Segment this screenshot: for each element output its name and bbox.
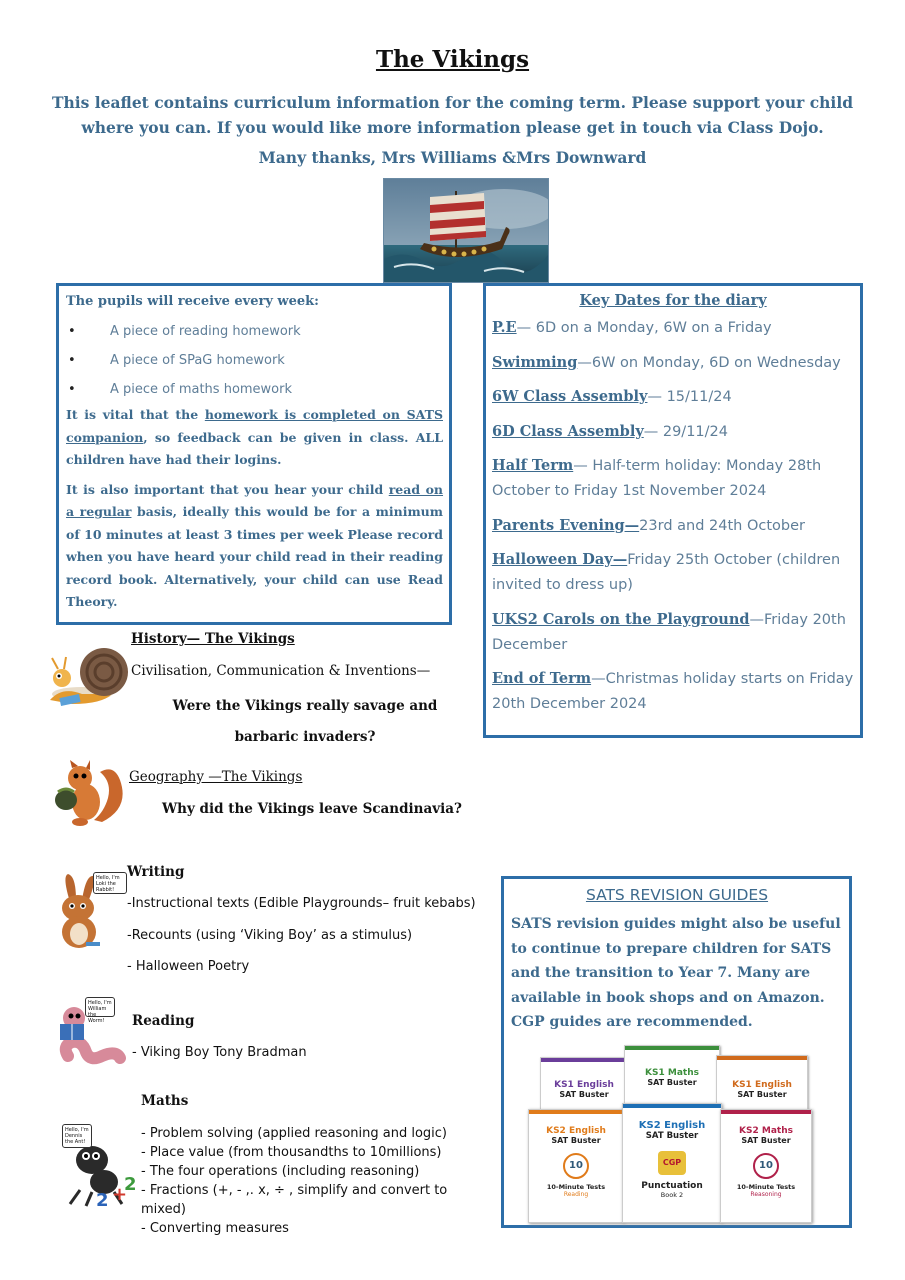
rabbit-speech-bubble: Hello, I'm Loki the Rabbit!: [93, 872, 127, 894]
svg-text:2: 2: [124, 1174, 137, 1195]
maths-list: [141, 1124, 481, 1238]
maths-item: - Place value (from thousandths to 10millions): [141, 1145, 442, 1160]
book-cover: KS1 English SAT Buster: [540, 1057, 628, 1119]
writing-heading: Writing: [127, 864, 185, 880]
book-cover: KS1 English SAT Buster: [716, 1055, 808, 1121]
key-date-item: Halloween Day—Friday 25th October (children invited to dress up): [492, 551, 841, 593]
viking-ship-image: [383, 178, 549, 283]
maths-item: - Converting measures: [141, 1221, 289, 1236]
squirrel-icon: [50, 758, 130, 828]
homework-heading: The pupils will receive every week:: [66, 294, 319, 309]
history-question: Were the Vikings really savage and barbaric invaders?: [172, 698, 438, 745]
key-date-item: 6D Class Assembly— 29/11/24: [492, 422, 728, 440]
writing-item: -Recounts (using ‘Viking Boy’ as a stimulus): [127, 928, 413, 943]
geography-heading: Geography —The Vikings: [129, 769, 303, 785]
maths-item: - Fractions (+, - ,. x, ÷ , simplify and convert to mixed): [141, 1183, 448, 1217]
maths-item: - The four operations (including reasoning): [141, 1164, 420, 1179]
reading-heading: Reading: [132, 1013, 195, 1029]
key-date-item: P.E— 6D on a Monday, 6W on a Friday: [492, 319, 772, 336]
key-dates-heading: Key Dates for the diary: [579, 292, 767, 309]
key-date-item: 6W Class Assembly— 15/11/24: [492, 388, 732, 405]
worm-speech-bubble: Hello, I'm William the Worm!: [85, 997, 115, 1017]
book-cover: KS2 English SAT Buster CGP Punctuation Book 2: [622, 1103, 722, 1223]
homework-list: [66, 317, 443, 404]
snail-icon: [42, 642, 132, 712]
sats-guides-heading: SATS REVISION GUIDES: [585, 886, 769, 904]
key-date-item: End of Term—Christmas holiday starts on Friday 20th December 2024: [492, 670, 854, 712]
homework-box: [56, 283, 452, 625]
reading-item: - Viking Boy Tony Bradman: [132, 1045, 307, 1060]
sats-books-image: [528, 1045, 818, 1223]
key-date-item: Parents Evening—23rd and 24th October: [492, 516, 805, 534]
book-cover: KS2 Maths SAT Buster 10 10-Minute Tests Reasoning: [720, 1109, 812, 1223]
history-subheading: Civilisation, Communication & Inventions—: [131, 663, 431, 679]
key-date-item: UKS2 Carols on the Playground—Friday 20th December: [492, 610, 846, 653]
svg-text:+: +: [112, 1184, 128, 1205]
ant-speech-bubble: Hello, I'm Dennis the Ant!: [62, 1124, 92, 1148]
page-title: The Vikings: [375, 46, 530, 73]
list-item: • A piece of reading homework: [68, 324, 301, 339]
book-cover: KS2 English SAT Buster 10 10-Minute Tests Reading: [528, 1109, 624, 1223]
list-item: • A piece of SPaG homework: [68, 353, 285, 368]
svg-text:2: 2: [96, 1190, 109, 1210]
sats-companion-link: homework is completed on SATS companion: [66, 407, 443, 445]
geography-question: Why did the Vikings leave Scandinavia?: [162, 801, 462, 817]
key-date-item: Swimming—6W on Monday, 6D on Wednesday: [492, 353, 841, 371]
maths-item: - Problem solving (applied reasoning and logic): [141, 1126, 447, 1141]
key-date-item: Half Term— Half-term holiday: Monday 28th October to Friday 1st November 2024: [492, 457, 822, 499]
sats-guides-text: SATS revision guides might also be useful to continue to prepare children for SATS and the transition to Year 7. Many are available in book shops and on Amazon. CGP guides are recommended.: [511, 916, 841, 1030]
homework-paragraph-sats: It is vital that the homework is completed on SATS companion, so feedback can be given in class. ALL children have had their logins.: [66, 407, 443, 467]
writing-item: -Instructional texts (Edible Playgrounds– fruit kebabs): [127, 896, 476, 911]
writing-item: - Halloween Poetry: [127, 959, 250, 974]
homework-paragraph-reading: It is also important that you hear your child read on a regular basis, ideally this would be for a minimum of 10 minutes at least 3 times per week Please record when you have heard your child read in their reading record book. Alternatively, your child can use Read Theory.: [66, 481, 444, 609]
book-cover: KS1 Maths SAT Buster: [624, 1045, 720, 1113]
history-heading: History— The Vikings: [131, 631, 295, 647]
key-dates-box: [483, 283, 863, 738]
list-item: • A piece of maths homework: [68, 382, 293, 397]
thanks-text: Many thanks, Mrs Williams &Mrs Downward: [258, 148, 647, 167]
maths-heading: Maths: [141, 1093, 189, 1109]
intro-text: This leaflet contains curriculum information for the coming term. Please support your child where you can. If you would like more information please get in touch via Class Dojo.: [51, 93, 854, 137]
